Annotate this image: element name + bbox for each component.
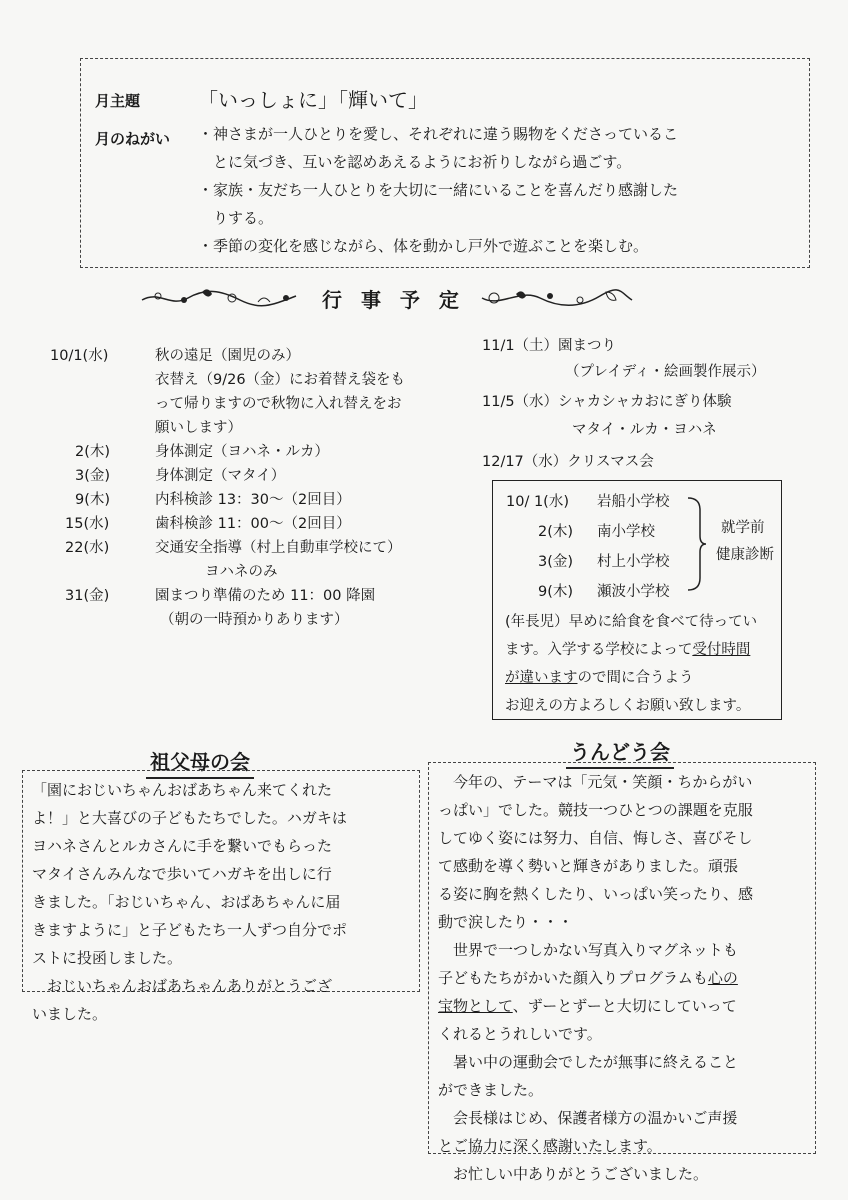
- sports-underline-2: 宝物として: [438, 997, 513, 1015]
- health-note-3a: が違います: [505, 670, 578, 686]
- wish-line: ・家族・友だち一人ひとりを大切に一緒にいることを喜んだり感謝した: [198, 181, 679, 199]
- event-text: 身体測定（マタイ）: [155, 468, 286, 484]
- wish-line: りする。: [198, 209, 274, 227]
- sports-line: 世界で一つしかない写真入りマグネットも: [438, 941, 738, 959]
- event-nov5-sub: マタイ・ルカ・ヨハネ: [572, 422, 717, 438]
- health-date: 9(木): [538, 584, 574, 600]
- health-label-1: 就学前: [721, 520, 765, 536]
- event-nov1-sub: （プレイディ・絵画製作展示）: [565, 364, 766, 380]
- event-nov1: 11/1（土）園まつり: [482, 338, 617, 354]
- health-school: 岩船小学校: [597, 494, 670, 510]
- theme-text: 「いっしょに」「輝いて」: [198, 88, 428, 112]
- grandparents-line: よ！」と大喜びの子どもたちでした。ハガキは: [32, 809, 347, 827]
- wish-line: ・神さまが一人ひとりを愛し、それぞれに違う賜物をくださっているこ: [198, 125, 679, 143]
- event-date: 10/1(水): [50, 348, 109, 364]
- sports-line-8b: 、ずーとずーと大切にしていって: [512, 997, 737, 1015]
- sports-line: 動で涙したり・・・: [438, 913, 574, 931]
- sports-line: してゆく姿には努力、自信、悔しさ、喜びそし: [438, 829, 753, 847]
- sports-title: うんどう会: [566, 736, 674, 769]
- grandparents-line: きますように」と子どもたち一人ずつ自分でポ: [32, 921, 348, 939]
- grandparents-title: 祖父母の会: [146, 746, 254, 779]
- event-text: 衣替え（9/26（金）にお着替え袋をも: [155, 372, 406, 388]
- sports-line: て感動を導く勢いと輝きがありました。頑張: [438, 857, 739, 875]
- grandparents-line: ストに投函しました。: [32, 949, 183, 967]
- vine-decoration-right-icon: [480, 286, 635, 310]
- health-school: 村上小学校: [597, 554, 670, 570]
- wish-line: とに気づき、互いを認めあえるようにお祈りしながら過ごす。: [198, 153, 632, 171]
- health-date: 3(金): [538, 554, 574, 570]
- health-note-2b: 受付時間: [692, 642, 751, 658]
- health-note-3: [505, 666, 694, 687]
- sports-line: っぱい」でした。競技一つひとつの課題を克服: [438, 801, 753, 819]
- event-text: って帰りますので秋物に入れ替えをお: [155, 396, 402, 412]
- health-date: 2(木): [538, 524, 574, 540]
- wish-label: 月のねがい: [95, 130, 171, 148]
- sports-line: お忙しい中ありがとうございました。: [438, 1165, 709, 1183]
- health-school: 南小学校: [597, 524, 655, 540]
- event-text: 歯科検診 11：00～（2回目）: [155, 516, 351, 532]
- wish-list: [198, 120, 798, 260]
- event-text: 園まつり準備のため 11：00 降園: [155, 588, 376, 604]
- event-date: 2(木): [75, 444, 111, 460]
- event-date: 22(水): [65, 540, 110, 556]
- health-note-2: [505, 638, 750, 659]
- sports-line: 暑い中の運動会でしたが無事に終えること: [438, 1053, 739, 1071]
- health-note-1: (年長児）早めに給食を食べて待ってい: [505, 614, 758, 630]
- health-note-4: お迎えの方よろしくお願い致します。: [505, 698, 751, 714]
- sports-line-7a: 子どもたちがかいた顔入りプログラムも: [438, 969, 708, 987]
- event-date: 31(金): [65, 588, 110, 604]
- sports-line: る姿に胸を熱くしたり、いっぱい笑ったり、感: [438, 885, 754, 903]
- event-text: 内科検診 13：30～（2回目）: [155, 492, 351, 508]
- event-date: 15(水): [65, 516, 110, 532]
- sports-underline-1: 心の: [707, 969, 738, 987]
- health-date: 10/ 1(水): [506, 494, 569, 510]
- event-text: 秋の遠足（園児のみ）: [155, 348, 300, 364]
- sports-line: [438, 964, 812, 992]
- health-note-2a: ます。入学する学校によって: [505, 642, 693, 658]
- event-text: 願いします）: [155, 420, 242, 436]
- sports-line: くれるとうれしいです。: [438, 1025, 602, 1043]
- grandparents-line: 「園におじいちゃんおばあちゃん来てくれた: [32, 781, 333, 799]
- health-school: 瀬波小学校: [597, 584, 670, 600]
- theme-label: 月主題: [95, 92, 141, 110]
- grandparents-line: きました。「おじいちゃん、おばあちゃんに届: [32, 893, 341, 911]
- event-date: 3(金): [75, 468, 111, 484]
- health-note-3b: ので間に合うよう: [577, 670, 694, 686]
- event-text: 交通安全指導（村上自動車学校にて）: [155, 540, 402, 556]
- sports-line: 今年の、テーマは「元気・笑顔・ちからがい: [438, 773, 753, 791]
- health-label-2: 健康診断: [716, 547, 774, 563]
- event-nov5: 11/5（水）シャカシャカおにぎり体験: [482, 394, 732, 410]
- sports-line: ができました。: [438, 1081, 544, 1099]
- sports-text: [438, 768, 812, 1188]
- grandparents-line: いました。: [32, 1005, 108, 1023]
- event-date: 9(木): [75, 492, 111, 508]
- sports-line: 会長様はじめ、保護者様方の温かいご声援: [438, 1109, 738, 1127]
- grandparents-line: ヨハネさんとルカさんに手を繋いでもらった: [32, 837, 333, 855]
- grandparents-line: おじいちゃんおばあちゃんありがとうござ: [32, 977, 333, 995]
- sports-line: とご協力に深く感謝いたします。: [438, 1137, 662, 1155]
- vine-decoration-left-icon: [140, 286, 300, 310]
- event-text: ヨハネのみ: [205, 564, 278, 580]
- grandparents-line: マタイさんみんなで歩いてハガキを出しに行: [32, 865, 332, 883]
- wish-line: ・季節の変化を感じながら、体を動かし戸外で遊ぶことを楽しむ。: [198, 237, 649, 255]
- grandparents-text: [32, 776, 416, 1028]
- brace-icon: [686, 496, 708, 592]
- event-text: 身体測定（ヨハネ・ルカ）: [155, 444, 329, 460]
- events-title: 行 事 予 定: [322, 288, 465, 312]
- sports-line: [438, 992, 812, 1020]
- event-text: （朝の一時預かりあります）: [160, 612, 349, 628]
- event-dec17: 12/17（水）クリスマス会: [482, 454, 654, 470]
